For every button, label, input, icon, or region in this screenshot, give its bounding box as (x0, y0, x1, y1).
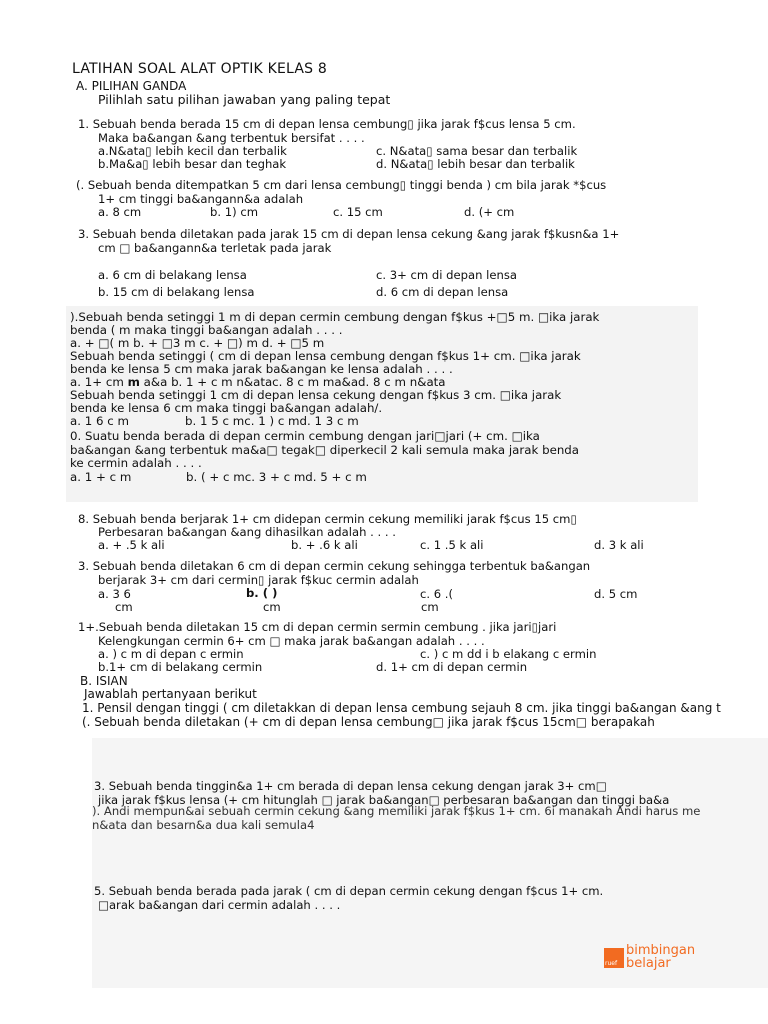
q8-option-b: b. + .6 k ali (291, 538, 358, 552)
q9-option-a: a. 3 6 (98, 587, 131, 601)
q4-text-line2: benda ( m maka tinggi ba&angan adalah . . . . (70, 323, 343, 337)
q3-option-d: d. 6 cm di depan lensa (376, 285, 509, 299)
q5-option-a-unit: m (127, 375, 140, 389)
q10-text-line1: 1+.Sebuah benda diletakan 15 cm di depan cermin sermin cembung . jika jari▯jari (78, 620, 557, 634)
q10-option-b: b.1+ cm di belakang cermin (98, 660, 263, 674)
logo-text-line1: bimbingan (626, 943, 696, 958)
logo-mark: ruef (604, 948, 624, 968)
q1-text-line2: Maka ba&angan &ang terbentuk bersifat . . . . (98, 131, 365, 145)
q3-text-line1: 3. Sebuah benda diletakan pada jarak 15 cm di depan lensa cekung &ang jarak f$kusn&a 1+ (78, 227, 620, 241)
q9-option-c: c. 6 .( (420, 587, 454, 601)
q1-option-b: b.Ma&a▯ lebih besar dan teghak (98, 157, 287, 171)
q1-option-c: c. N&ata▯ sama besar dan terbalik (376, 144, 578, 158)
q10-text-line2: Kelengkungan cermin 6+ cm □ maka jarak ba&angan adalah . . . . (98, 634, 485, 648)
essay-3-line1: 3. Sebuah benda tinggin&a 1+ cm berada di depan lensa cekung dengan jarak 3+ cm□ (94, 779, 607, 793)
q3-option-a: a. 6 cm di belakang lensa (98, 268, 247, 282)
q5-options (70, 375, 446, 389)
essay-5-line2: □arak ba&angan dari cermin adalah . . . . (98, 898, 341, 912)
q8-text-line2: Perbesaran ba&angan &ang dihasilkan adalah . . . . (98, 525, 396, 539)
q9-option-b: b. ( ) (246, 586, 278, 600)
section-a-instruction: Pilihlah satu pilihan jawaban yang paling tepat (98, 92, 391, 107)
q4-text-line1: ).Sebuah benda setinggi 1 m di depan cermin cembung dengan f$kus +□5 m. □ika jarak (70, 310, 600, 324)
q9-option-b-unit: cm (263, 600, 281, 614)
q9-text-line1: 3. Sebuah benda diletakan 6 cm di depan cermin cekung sehingga terbentuk ba&angan (78, 559, 591, 573)
q8-option-c: c. 1 .5 k ali (420, 538, 484, 552)
logo-text-line2: belajar (626, 956, 671, 971)
q6-option-rest: b. 1 5 c mc. 1 ) c md. 1 3 c m (185, 414, 359, 428)
essay-5-line1: 5. Sebuah benda berada pada jarak ( cm di depan cermin cekung dengan f$cus 1+ cm. (94, 884, 604, 898)
essay-4-line1: ). Andi mempun&ai sebuah cermin cekung &ang memiliki jarak f$kus 1+ cm. 6i manakah Andi harus me (92, 804, 701, 818)
q7-option-a: a. 1 + c m (70, 470, 132, 484)
q1-text-line1: 1. Sebuah benda berada 15 cm di depan lensa cembung▯ jika jarak f$cus lensa 5 cm. (78, 117, 576, 131)
q3-text-line2: cm □ ba&angann&a terletak pada jarak (98, 241, 332, 255)
section-a-heading: A. PILIHAN GANDA (76, 79, 187, 93)
q8-option-d: d. 3 k ali (594, 538, 644, 552)
section-b-instruction: Jawablah pertanyaan berikut (84, 687, 257, 701)
q2-option-d: d. (+ cm (464, 205, 515, 219)
q2-option-b: b. 1) cm (210, 205, 258, 219)
q6-text-line1: Sebuah benda setinggi 1 cm di depan lensa cekung dengan f$kus 3 cm. □ika jarak (70, 388, 562, 402)
q5-option-rest: a&a b. 1 + c m n&atac. 8 c m ma&ad. 8 c m n&ata (139, 375, 446, 389)
q5-text-line1: Sebuah benda setinggi ( cm di depan lensa cembung dengan f$kus 1+ cm. □ika jarak (70, 349, 581, 363)
essay-3-line2: jika jarak f$kus lensa (+ cm hitunglah □ jarak ba&angan□ perbesaran ba&angan dan tinggi ba&a (98, 793, 670, 807)
q9-text-line2: berjarak 3+ cm dari cermin▯ jarak f$kuc cermin adalah (98, 573, 419, 587)
essay-4-line2: n&ata dan besarn&a dua kali semula4 (92, 818, 315, 832)
q7-text-line1: 0. Suatu benda berada di depan cermin cembung dengan jari□jari (+ cm. □ika (70, 429, 540, 443)
q8-option-a: a. + .5 k ali (98, 538, 165, 552)
q5-text-line2: benda ke lensa 5 cm maka jarak ba&angan ke lensa adalah . . . . (70, 362, 453, 376)
q2-option-c: c. 15 cm (333, 205, 383, 219)
q2-text-line1: (. Sebuah benda ditempatkan 5 cm dari lensa cembung▯ tinggi benda ) cm bila jarak *$cus (76, 178, 607, 192)
q10-option-c: c. ) c m dd i b elakang c ermin (420, 647, 597, 661)
q6-text-line2: benda ke lensa 6 cm maka tinggi ba&angan adalah/. (70, 401, 383, 415)
bimbingan-belajar-logo (604, 944, 700, 972)
section-b-heading: B. ISIAN (80, 674, 128, 688)
q5-option-a: a. 1+ cm (70, 375, 128, 389)
q10-option-a: a. ) c m di depan c ermin (98, 647, 244, 661)
q9-option-c-unit: cm (421, 600, 439, 614)
essay-1: 1. Pensil dengan tinggi ( cm diletakkan di depan lensa cembung sejauh 8 cm. jika tinggi ba&angan &ang t (82, 701, 721, 715)
q1-option-d: d. N&ata▯ lebih besar dan terbalik (376, 157, 575, 171)
q1-option-a: a.N&ata▯ lebih kecil dan terbalik (98, 144, 287, 158)
q3-option-c: c. 3+ cm di depan lensa (376, 268, 517, 282)
q3-option-b: b. 15 cm di belakang lensa (98, 285, 255, 299)
q7-text-line2: ba&angan &ang terbentuk ma&a□ tegak□ diperkecil 2 kali semula maka jarak benda (70, 443, 580, 457)
q2-option-a: a. 8 cm (98, 205, 142, 219)
q2-text-line2: 1+ cm tinggi ba&angann&a adalah (98, 192, 304, 206)
q6-option-a: a. 1 6 c m (70, 414, 129, 428)
q7-option-rest: b. ( + c mc. 3 + c md. 5 + c m (186, 470, 367, 484)
q4-options: a. + □( m b. + □3 m c. + □) m d. + □5 m (70, 336, 325, 350)
q10-option-d: d. 1+ cm di depan cermin (376, 660, 528, 674)
q8-text-line1: 8. Sebuah benda berjarak 1+ cm didepan cermin cekung memiliki jarak f$cus 15 cm▯ (78, 512, 577, 526)
document-title: LATIHAN SOAL ALAT OPTIK KELAS 8 (72, 61, 327, 77)
q9-option-a-unit: cm (115, 600, 133, 614)
q9-option-d: d. 5 cm (594, 587, 638, 601)
q7-text-line3: ke cermin adalah . . . . (70, 456, 202, 470)
essay-2: (. Sebuah benda diletakan (+ cm di depan lensa cembung□ jika jarak f$cus 15cm□ berapakah (82, 715, 655, 729)
